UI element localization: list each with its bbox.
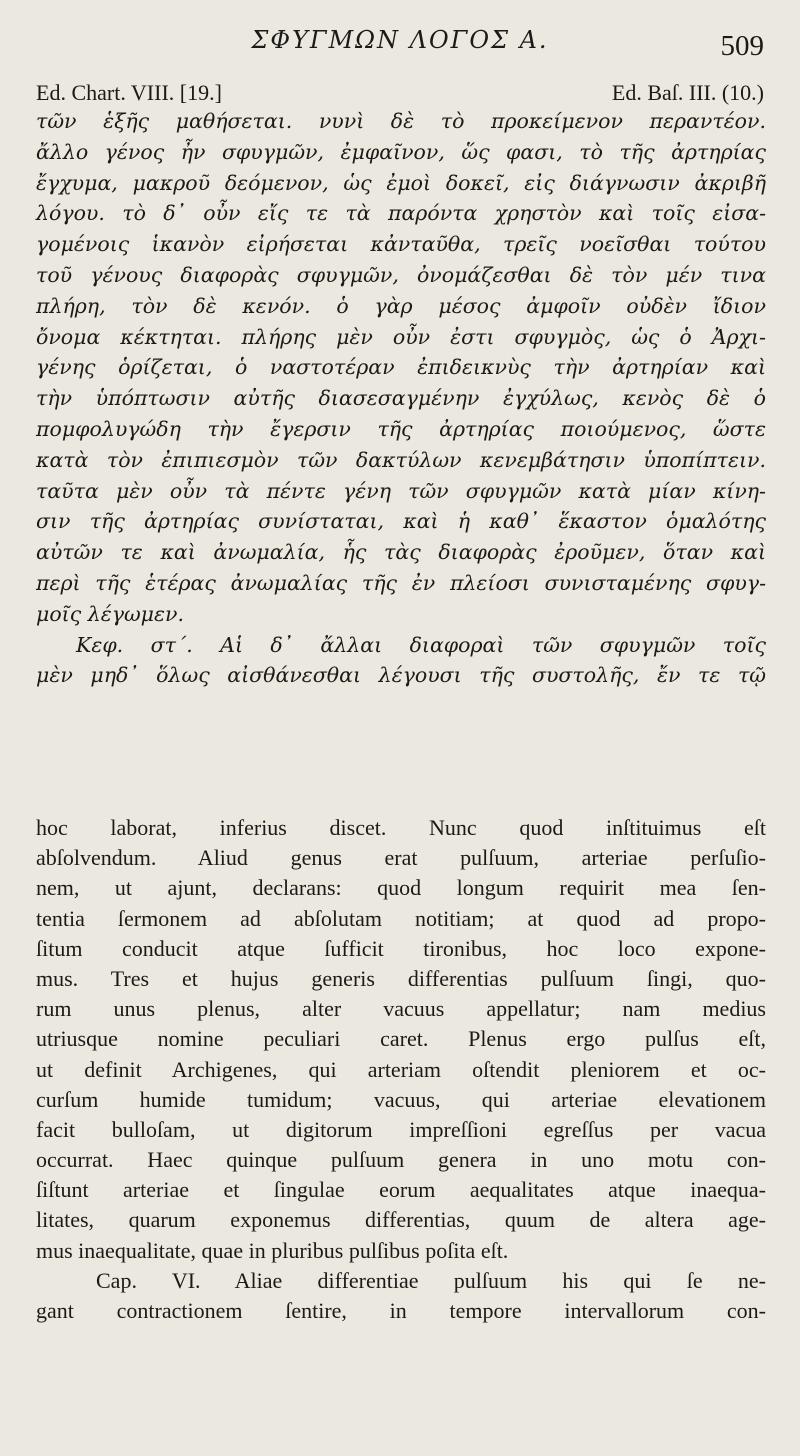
latin-line: abſolvendum. Aliud genus erat pulſuum, arteriae perſuſio- [36, 845, 766, 871]
greek-line: μὲν μηδ᾽ ὅλως αἰσθάνεσθαι λέγουσι τῆς συστολῆς, ἔν τε τῷ [36, 663, 766, 688]
greek-line: ἔγχυμα, μακροῦ δεόμενον, ὡς ἐμοὶ δοκεῖ, εἰς διάγνωσιν ἀκριβῆ [36, 170, 766, 195]
running-title: ΣΦΥΓΜΩΝ ΛΟΓΟΣ Α. [251, 26, 549, 54]
greek-line: πλήρη, τὸν δὲ κενόν. ὁ γὰρ μέσος ἀμφοῖν οὐδὲν ἴδιον [36, 293, 766, 318]
greek-line: ὄνομα κέκτηται. πλήρης μὲν οὖν ἐστι σφυγμὸς, ὡς ὁ Ἀρχι- [36, 324, 766, 349]
latin-line: ut definit Archigenes, qui arteriam oſtendit pleniorem et oc- [36, 1056, 766, 1082]
greek-line: τὴν ὑπόπτωσιν αὐτῆς διασεσαγμένην ἐγχύλως, κενὸς δὲ ὁ [36, 386, 766, 411]
latin-line: utriusque nomine peculiari caret. Plenus ergo pulſus eſt, [36, 1026, 766, 1052]
greek-line: ἄλλο γένος ἦν σφυγμῶν, ἐμφαῖνον, ὥς φασι, τὸ τῆς ἀρτηρίας [36, 139, 766, 164]
latin-line: facit bulloſam, ut digitorum impreſſioni egreſſus per vacua [36, 1116, 766, 1142]
latin-line: hoc laborat, inferius discet. Nunc quod inſtituimus eſt [36, 815, 766, 840]
edition-reference-chartier: Ed. Chart. VIII. [19.] [36, 80, 222, 105]
latin-line: occurrat. Haec quinque pulſuum genera in uno motu con- [36, 1147, 766, 1173]
greek-line: τοῦ γένους διαφορὰς σφυγμῶν, ὀνομάζεσθαι δὲ τὸν μέν τινα [36, 262, 766, 287]
greek-line: λόγου. τὸ δ᾽ οὖν εἴς τε τὰ παρόντα χρηστὸν καὶ τοῖς εἰσα- [36, 201, 766, 226]
greek-line: αὐτῶν τε καὶ ἀνωμαλία, ἧς τὰς διαφορὰς ἐροῦμεν, ὅταν καὶ [36, 540, 766, 565]
greek-line: τῶν ἑξῆς μαθήσεται. νυνὶ δὲ τὸ προκείμενον περαντέον. [36, 109, 766, 133]
greek-line: σιν τῆς ἀρτηρίας συνίσταται, καὶ ἡ καθ᾽ ἕκαστον ὁμαλότης [36, 509, 766, 534]
greek-line: πομφολυγώδη τὴν ἔγερσιν τῆς ἀρτηρίας ποιούμενος, ὥστε [36, 416, 766, 441]
edition-reference-basel: Ed. Baſ. III. (10.) [611, 80, 764, 105]
latin-line: mus. Tres et hujus generis differentias pulſuum ſingi, quo- [36, 965, 766, 991]
greek-line: γομένοις ἱκανὸν εἰρήσεται κἀνταῦθα, τρεῖς νοεῖσθαι τούτου [36, 232, 766, 257]
greek-line: γένης ὁρίζεται, ὁ ναστοτέραν ἐπιδεικνὺς τὴν ἀρτηρίαν καὶ [36, 355, 766, 380]
latin-line: mus inaequalitate, quae in pluribus pulſibus poſita eſt. [36, 1237, 509, 1263]
greek-chapter-heading-line: Κεφ. στ΄. Αἱ δ᾽ ἄλλαι διαφοραὶ τῶν σφυγμῶν τοῖς [76, 632, 766, 657]
latin-line: curſum humide tumidum; vacuus, qui arteriae elevationem [36, 1086, 766, 1112]
greek-line: περὶ τῆς ἑτέρας ἀνωμαλίας τῆς ἐν πλείοσι συνισταμένης σφυγ- [36, 570, 766, 595]
latin-line: rum unus plenus, alter vacuus appellatur; nam medius [36, 996, 766, 1022]
latin-line: ſitum conducit atque ſufficit tironibus, hoc loco expone- [36, 935, 766, 961]
latin-line: nem, ut ajunt, declarans: quod longum requirit mea ſen- [36, 875, 766, 901]
greek-line: ταῦτα μὲν οὖν τὰ πέντε γένη τῶν σφυγμῶν κατὰ μίαν κίνη- [36, 478, 766, 503]
latin-text-block [36, 813, 766, 1326]
page-number: 509 [720, 30, 764, 62]
greek-line: κατὰ τὸν ἐπιπιεσμὸν τῶν δακτύλων κενεμβάτησιν ὑποπίπτειν. [36, 447, 766, 472]
latin-chapter-heading-line: Cap. VI. Aliae differentiae pulſuum his qui ſe ne- [96, 1267, 766, 1293]
latin-line: gant contractionem ſentire, in tempore intervallorum con- [36, 1298, 766, 1323]
greek-line: μοῖς λέγωμεν. [36, 601, 184, 626]
latin-line: tentia ſermonem ad abſolutam notitiam; at quod ad propo- [36, 905, 766, 931]
greek-text-block [36, 106, 766, 691]
latin-line: litates, quarum exponemus differentias, quum de altera age- [36, 1207, 766, 1233]
latin-line: ſiſtunt arteriae et ſingulae eorum aequalitates atque inaequa- [36, 1177, 766, 1203]
